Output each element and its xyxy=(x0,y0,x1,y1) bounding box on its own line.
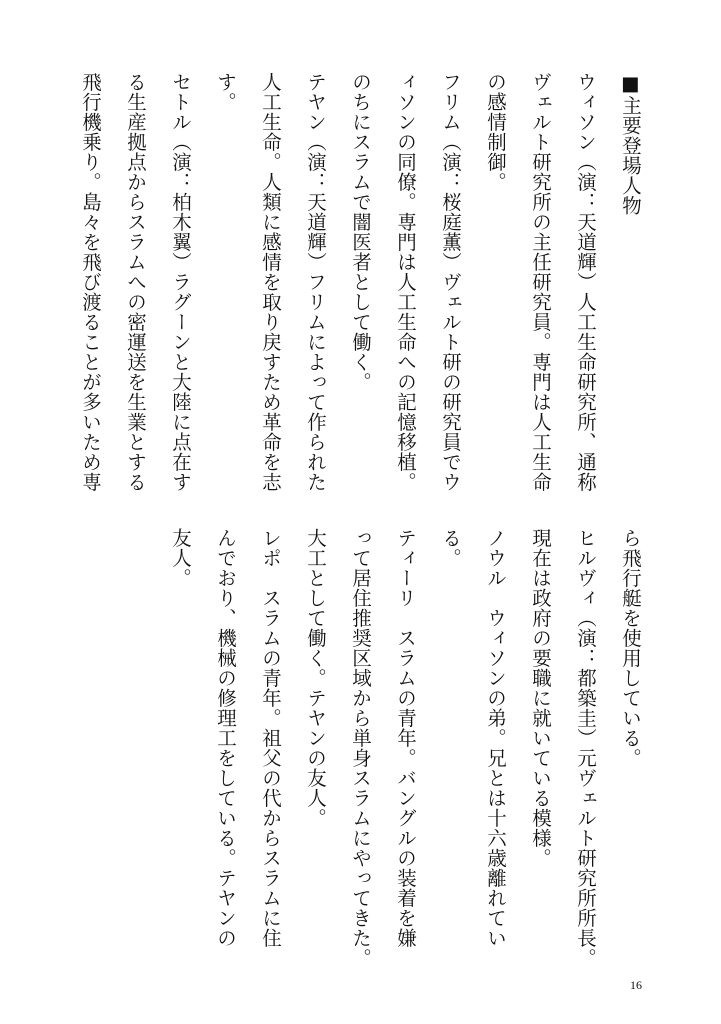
character-setoru-line-3: 飛行機乗り。島々を飛び渡ることが多いため専 xyxy=(79,72,102,492)
character-tiiri-line-1: ティーリ スラムの青年。バングルの装着を嫌 xyxy=(394,528,417,948)
character-wison-line-1: ウィソン（演：天道輝）人工生命研究所、通称 xyxy=(574,72,597,492)
character-teyan-line-2: 人工生命。人類に感情を取り戻すため革命を志 xyxy=(259,72,282,492)
character-nouru-line-1: ノウル ウィソンの弟。兄とは十六歳離れてい xyxy=(484,528,507,948)
character-setoru-line-4: ら飛行艇を使用している。 xyxy=(619,528,642,768)
character-repo-line-1: レポ スラムの青年。祖父の代からスラムに住 xyxy=(259,528,282,948)
character-tiiri-line-2: って居住推奨区域から単身スラムにやってきた。 xyxy=(349,528,372,968)
character-repo-line-3: 友人。 xyxy=(169,528,192,588)
section-heading: ■主要登場人物 xyxy=(619,72,642,216)
character-wison-line-2: ヴェルト研究所の主任研究員。専門は人工生命 xyxy=(529,72,552,492)
character-frim-line-1: フリム（演：桜庭薫）ヴェルト研の研究員でウ xyxy=(439,72,462,492)
character-frim-line-3: のちにスラムで闇医者として働く。 xyxy=(349,72,372,392)
text-column-bottom xyxy=(158,528,653,968)
character-hiruvi-line-1: ヒルヴィ（演：都築圭）元ヴェルト研究所所長。 xyxy=(574,528,597,968)
character-tiiri-line-3: 大工として働く。テヤンの友人。 xyxy=(304,528,327,828)
page-number: 16 xyxy=(630,978,642,992)
character-setoru-line-1: セトル（演：柏木翼）ラグーンと大陸に点在す xyxy=(169,72,192,492)
text-column-top xyxy=(68,72,653,512)
character-wison-line-3: の感情制御。 xyxy=(484,72,507,192)
character-hiruvi-line-2: 現在は政府の要職に就いている模様。 xyxy=(529,528,552,868)
character-teyan-line-1: テヤン（演：天道輝）フリムによって作られた xyxy=(304,72,327,492)
character-frim-line-2: ィソンの同僚。専門は人工生命への記憶移植。 xyxy=(394,72,417,492)
character-repo-line-2: んでおり、機械の修理工をしている。テヤンの xyxy=(214,528,237,948)
character-teyan-line-3: す。 xyxy=(214,72,237,112)
character-nouru-line-2: る。 xyxy=(439,528,462,568)
character-setoru-line-2: る生産拠点からスラムへの密運送を生業とする xyxy=(124,72,147,492)
